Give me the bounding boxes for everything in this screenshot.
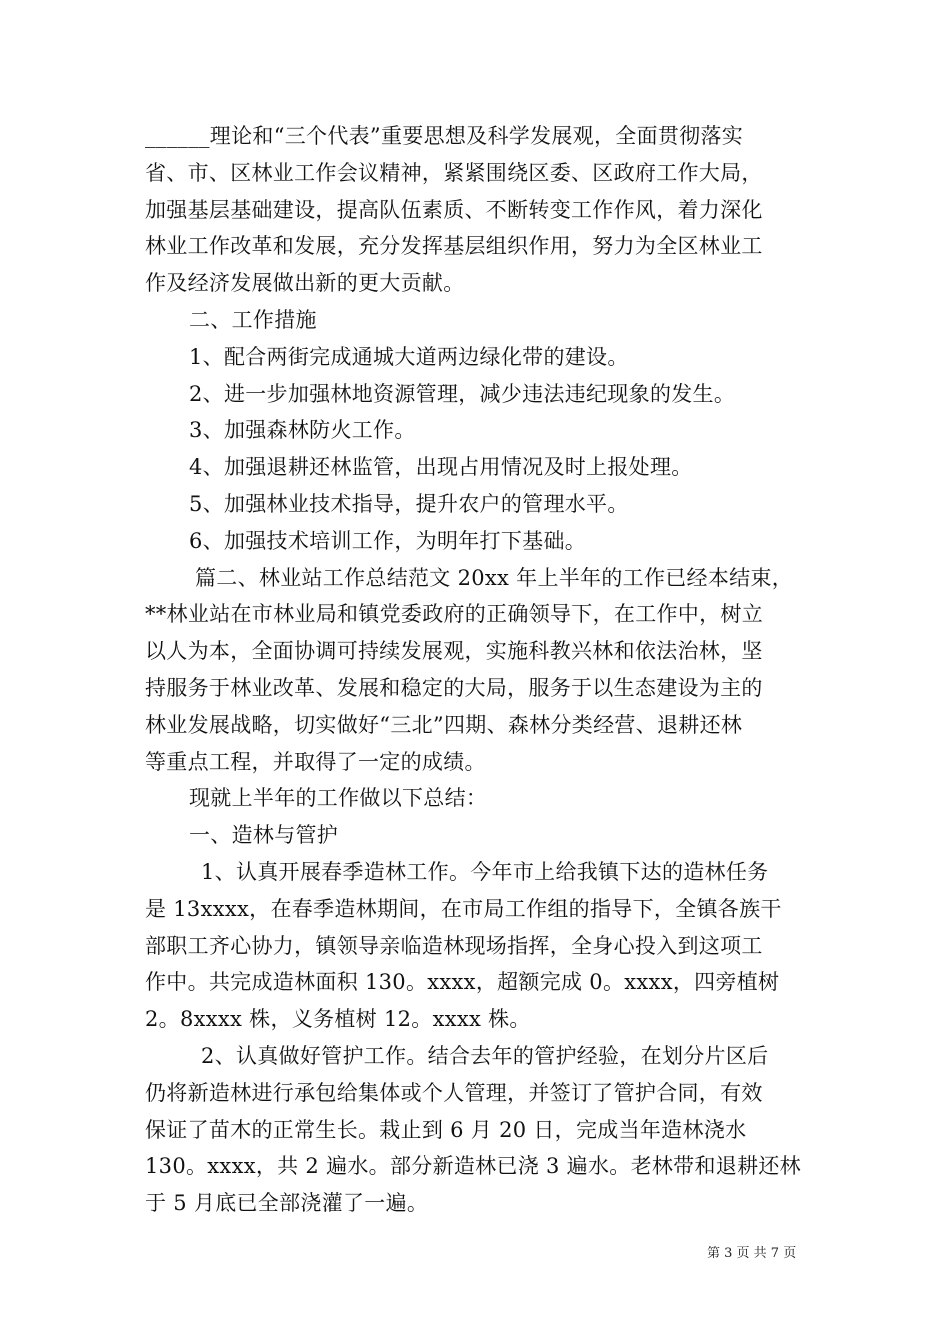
text-line: 部职工齐心协力，镇领导亲临造林现场指挥，全身心投入到这项工 (145, 933, 763, 958)
list-item: 6、加强技术培训工作，为明年打下基础。 (189, 528, 587, 553)
text-line: 130。xxxx，共 2 遍水。部分新造林已浇 3 遍水。老林带和退耕还林 (145, 1154, 801, 1179)
text-line: 保证了苗木的正常生长。栽止到 6 月 20 日，完成当年造林浇水 (145, 1117, 747, 1142)
text-line: 1、认真开展春季造林工作。今年市上给我镇下达的造林任务 (201, 859, 769, 884)
text-line: 林业工作改革和发展，充分发挥基层组织作用，努力为全区林业工 (145, 234, 763, 259)
section-heading: 二、工作措施 (189, 307, 317, 332)
text-line: ______理论和“三个代表”重要思想及科学发展观，全面贯彻落实 (145, 124, 744, 148)
text-line: 2。8xxxx 株，义务植树 12。xxxx 株。 (145, 1007, 531, 1032)
list-item: 1、配合两街完成通城大道两边绿化带的建设。 (189, 344, 629, 369)
text-line: 等重点工程，并取得了一定的成绩。 (145, 749, 486, 774)
text-line: 林业发展战略，切实做好“三北”四期、森林分类经营、退耕还林 (145, 712, 743, 737)
text-line: 作及经济发展做出新的更大贡献。 (145, 271, 465, 296)
text-line: 现就上半年的工作做以下总结： (189, 786, 488, 811)
text-line: 以人为本，全面协调可持续发展观，实施科教兴林和依法治林，坚 (145, 639, 763, 664)
text-line: 仍将新造林进行承包给集体或个人管理，并签订了管护合同，有效 (145, 1080, 763, 1105)
list-item: 2、进一步加强林地资源管理，减少违法违纪现象的发生。 (189, 381, 736, 406)
text-line: 2、认真做好管护工作。结合去年的管护经验，在划分片区后 (201, 1043, 769, 1068)
section-heading: 一、造林与管护 (189, 823, 339, 848)
list-item: 5、加强林业技术指导，提升农户的管理水平。 (189, 491, 629, 516)
text-line: 是 13xxxx，在春季造林期间，在市局工作组的指导下，全镇各族干 (145, 896, 782, 921)
page-number: 第 3 页 共 7 页 (707, 1246, 797, 1261)
text-line: **林业站在市林业局和镇党委政府的正确领导下，在工作中，树立 (145, 602, 763, 627)
text-line: 篇二、林业站工作总结范文 20xx 年上半年的工作已经本结束， (195, 565, 794, 590)
text-line: 加强基层基础建设，提高队伍素质、不断转变工作作风，着力深化 (145, 197, 763, 222)
list-item: 3、加强森林防火工作。 (189, 418, 416, 443)
text-line: 于 5 月底已全部浇灌了一遍。 (145, 1191, 429, 1216)
list-item: 4、加强退耕还林监管，出现占用情况及时上报处理。 (189, 455, 693, 480)
text-line: 持服务于林业改革、发展和稳定的大局，服务于以生态建设为主的 (145, 675, 763, 700)
text-line: 省、市、区林业工作会议精神，紧紧围绕区委、区政府工作大局， (145, 160, 763, 185)
body-text (145, 118, 815, 1222)
text-line: 作中。共完成造林面积 130。xxxx，超额完成 0。xxxx，四旁植树 (145, 970, 780, 995)
